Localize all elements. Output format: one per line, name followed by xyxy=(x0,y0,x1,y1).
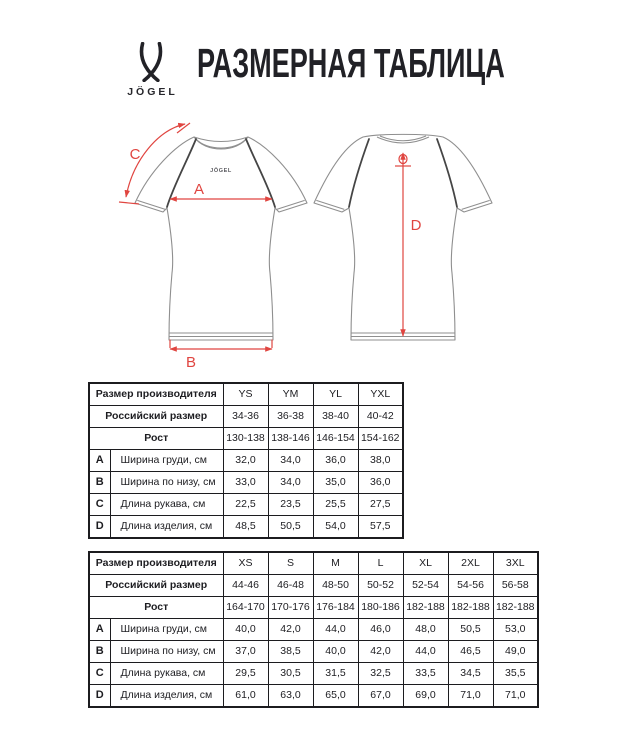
measure-value: 32,5 xyxy=(358,663,403,685)
measure-value: 38,0 xyxy=(358,450,403,472)
size-header-value: 170-176 xyxy=(268,597,313,619)
measure-value: 57,5 xyxy=(358,516,403,539)
measure-value: 34,0 xyxy=(268,450,313,472)
measure-value: 46,5 xyxy=(448,641,493,663)
size-header-value: 130-138 xyxy=(223,428,268,450)
measure-value: 37,0 xyxy=(223,641,268,663)
brand-logo xyxy=(118,42,184,98)
size-header-value: 164-170 xyxy=(223,597,268,619)
measure-description: Ширина по низу, см xyxy=(110,472,223,494)
header-row-label: Российский размер xyxy=(89,575,223,597)
table-row xyxy=(89,516,403,539)
measure-value: 65,0 xyxy=(313,685,358,708)
size-header-value: 146-154 xyxy=(313,428,358,450)
measure-value: 22,5 xyxy=(223,494,268,516)
measure-value: 49,0 xyxy=(493,641,538,663)
measure-letter: B xyxy=(89,472,110,494)
measure-letter: A xyxy=(89,619,110,641)
measure-value: 71,0 xyxy=(493,685,538,708)
size-header-value: XL xyxy=(403,552,448,575)
measure-a-label: A xyxy=(193,181,205,198)
size-header-value: 52-54 xyxy=(403,575,448,597)
header-row-label: Размер производителя xyxy=(89,552,223,575)
measure-value: 40,0 xyxy=(223,619,268,641)
measure-d-label: D xyxy=(410,217,422,234)
table-header-row xyxy=(89,552,538,575)
measure-b-label: B xyxy=(185,354,197,371)
size-header-value: S xyxy=(268,552,313,575)
measure-value: 38,5 xyxy=(268,641,313,663)
front-shirt-chest-logo: JÖGEL xyxy=(210,168,232,174)
measure-value: 48,5 xyxy=(223,516,268,539)
size-header-value: YS xyxy=(223,383,268,406)
measure-value: 33,0 xyxy=(223,472,268,494)
measure-value: 36,0 xyxy=(313,450,358,472)
measure-value: 40,0 xyxy=(313,641,358,663)
measure-value: 42,0 xyxy=(358,641,403,663)
measure-letter: D xyxy=(89,516,110,539)
size-header-value: 3XL xyxy=(493,552,538,575)
header-row-label: Размер производителя xyxy=(89,383,223,406)
size-header-value: XS xyxy=(223,552,268,575)
size-table xyxy=(88,382,404,539)
measure-description: Ширина груди, см xyxy=(110,619,223,641)
header-row-label: Рост xyxy=(89,597,223,619)
youth-size-table xyxy=(88,382,404,539)
measure-value: 42,0 xyxy=(268,619,313,641)
measure-description: Ширина груди, см xyxy=(110,450,223,472)
front-shirt-drawing xyxy=(135,137,307,340)
measure-value: 29,5 xyxy=(223,663,268,685)
table-row xyxy=(89,685,538,708)
measure-value: 30,5 xyxy=(268,663,313,685)
measure-letter: C xyxy=(89,494,110,516)
measure-value: 54,0 xyxy=(313,516,358,539)
measure-value: 53,0 xyxy=(493,619,538,641)
header-row-label: Российский размер xyxy=(89,406,223,428)
page-title: РАЗМЕРНАЯ ТАБЛИЦА xyxy=(197,40,505,86)
table-row xyxy=(89,619,538,641)
measure-c-label: C xyxy=(129,146,141,163)
size-header-value: 138-146 xyxy=(268,428,313,450)
measure-value: 31,5 xyxy=(313,663,358,685)
measure-value: 46,0 xyxy=(358,619,403,641)
measure-value: 61,0 xyxy=(223,685,268,708)
table-header-row xyxy=(89,597,538,619)
measure-value: 48,0 xyxy=(403,619,448,641)
size-header-value: 182-188 xyxy=(493,597,538,619)
adult-size-table xyxy=(88,551,539,708)
size-header-value: 2XL xyxy=(448,552,493,575)
measure-letter: A xyxy=(89,450,110,472)
size-header-value: 56-58 xyxy=(493,575,538,597)
size-header-value: 46-48 xyxy=(268,575,313,597)
size-header-value: 38-40 xyxy=(313,406,358,428)
measure-b-arrow xyxy=(170,340,272,372)
size-table xyxy=(88,551,539,708)
table-row xyxy=(89,450,403,472)
table-header-row xyxy=(89,383,403,406)
header-row-label: Рост xyxy=(89,428,223,450)
brand-name: JÖGEL xyxy=(127,86,178,98)
measure-description: Длина изделия, см xyxy=(110,685,223,708)
measure-letter: B xyxy=(89,641,110,663)
size-header-value: 182-188 xyxy=(448,597,493,619)
jogel-logo-icon xyxy=(136,42,166,82)
table-row xyxy=(89,663,538,685)
size-header-value: 40-42 xyxy=(358,406,403,428)
size-header-value: 36-38 xyxy=(268,406,313,428)
measure-value: 36,0 xyxy=(358,472,403,494)
measure-value: 27,5 xyxy=(358,494,403,516)
measure-value: 50,5 xyxy=(448,619,493,641)
table-header-row xyxy=(89,428,403,450)
measure-value: 44,0 xyxy=(313,619,358,641)
table-header-row xyxy=(89,406,403,428)
measure-value: 69,0 xyxy=(403,685,448,708)
measure-value: 71,0 xyxy=(448,685,493,708)
measure-value: 67,0 xyxy=(358,685,403,708)
table-row xyxy=(89,494,403,516)
measure-value: 23,5 xyxy=(268,494,313,516)
measure-value: 34,5 xyxy=(448,663,493,685)
size-header-value: YL xyxy=(313,383,358,406)
size-header-value: M xyxy=(313,552,358,575)
measure-value: 32,0 xyxy=(223,450,268,472)
size-header-value: L xyxy=(358,552,403,575)
size-header-value: 34-36 xyxy=(223,406,268,428)
measure-description: Длина рукава, см xyxy=(110,663,223,685)
measure-description: Длина изделия, см xyxy=(110,516,223,539)
size-header-value: 182-188 xyxy=(403,597,448,619)
measure-value: 50,5 xyxy=(268,516,313,539)
measure-value: 35,5 xyxy=(493,663,538,685)
measure-value: 35,0 xyxy=(313,472,358,494)
measure-description: Ширина по низу, см xyxy=(110,641,223,663)
size-header-value: 48-50 xyxy=(313,575,358,597)
size-header-value: 154-162 xyxy=(358,428,403,450)
measure-value: 63,0 xyxy=(268,685,313,708)
table-row xyxy=(89,472,403,494)
shirt-measurement-diagram xyxy=(0,108,624,380)
table-header-row xyxy=(89,575,538,597)
table-row xyxy=(89,641,538,663)
measure-letter: D xyxy=(89,685,110,708)
size-header-value: 50-52 xyxy=(358,575,403,597)
measure-letter: C xyxy=(89,663,110,685)
size-header-value: YXL xyxy=(358,383,403,406)
size-header-value: 54-56 xyxy=(448,575,493,597)
measure-value: 34,0 xyxy=(268,472,313,494)
size-header-value: 180-186 xyxy=(358,597,403,619)
size-header-value: 176-184 xyxy=(313,597,358,619)
size-header-value: YM xyxy=(268,383,313,406)
measure-value: 33,5 xyxy=(403,663,448,685)
measure-description: Длина рукава, см xyxy=(110,494,223,516)
size-header-value: 44-46 xyxy=(223,575,268,597)
measure-value: 44,0 xyxy=(403,641,448,663)
measure-value: 25,5 xyxy=(313,494,358,516)
